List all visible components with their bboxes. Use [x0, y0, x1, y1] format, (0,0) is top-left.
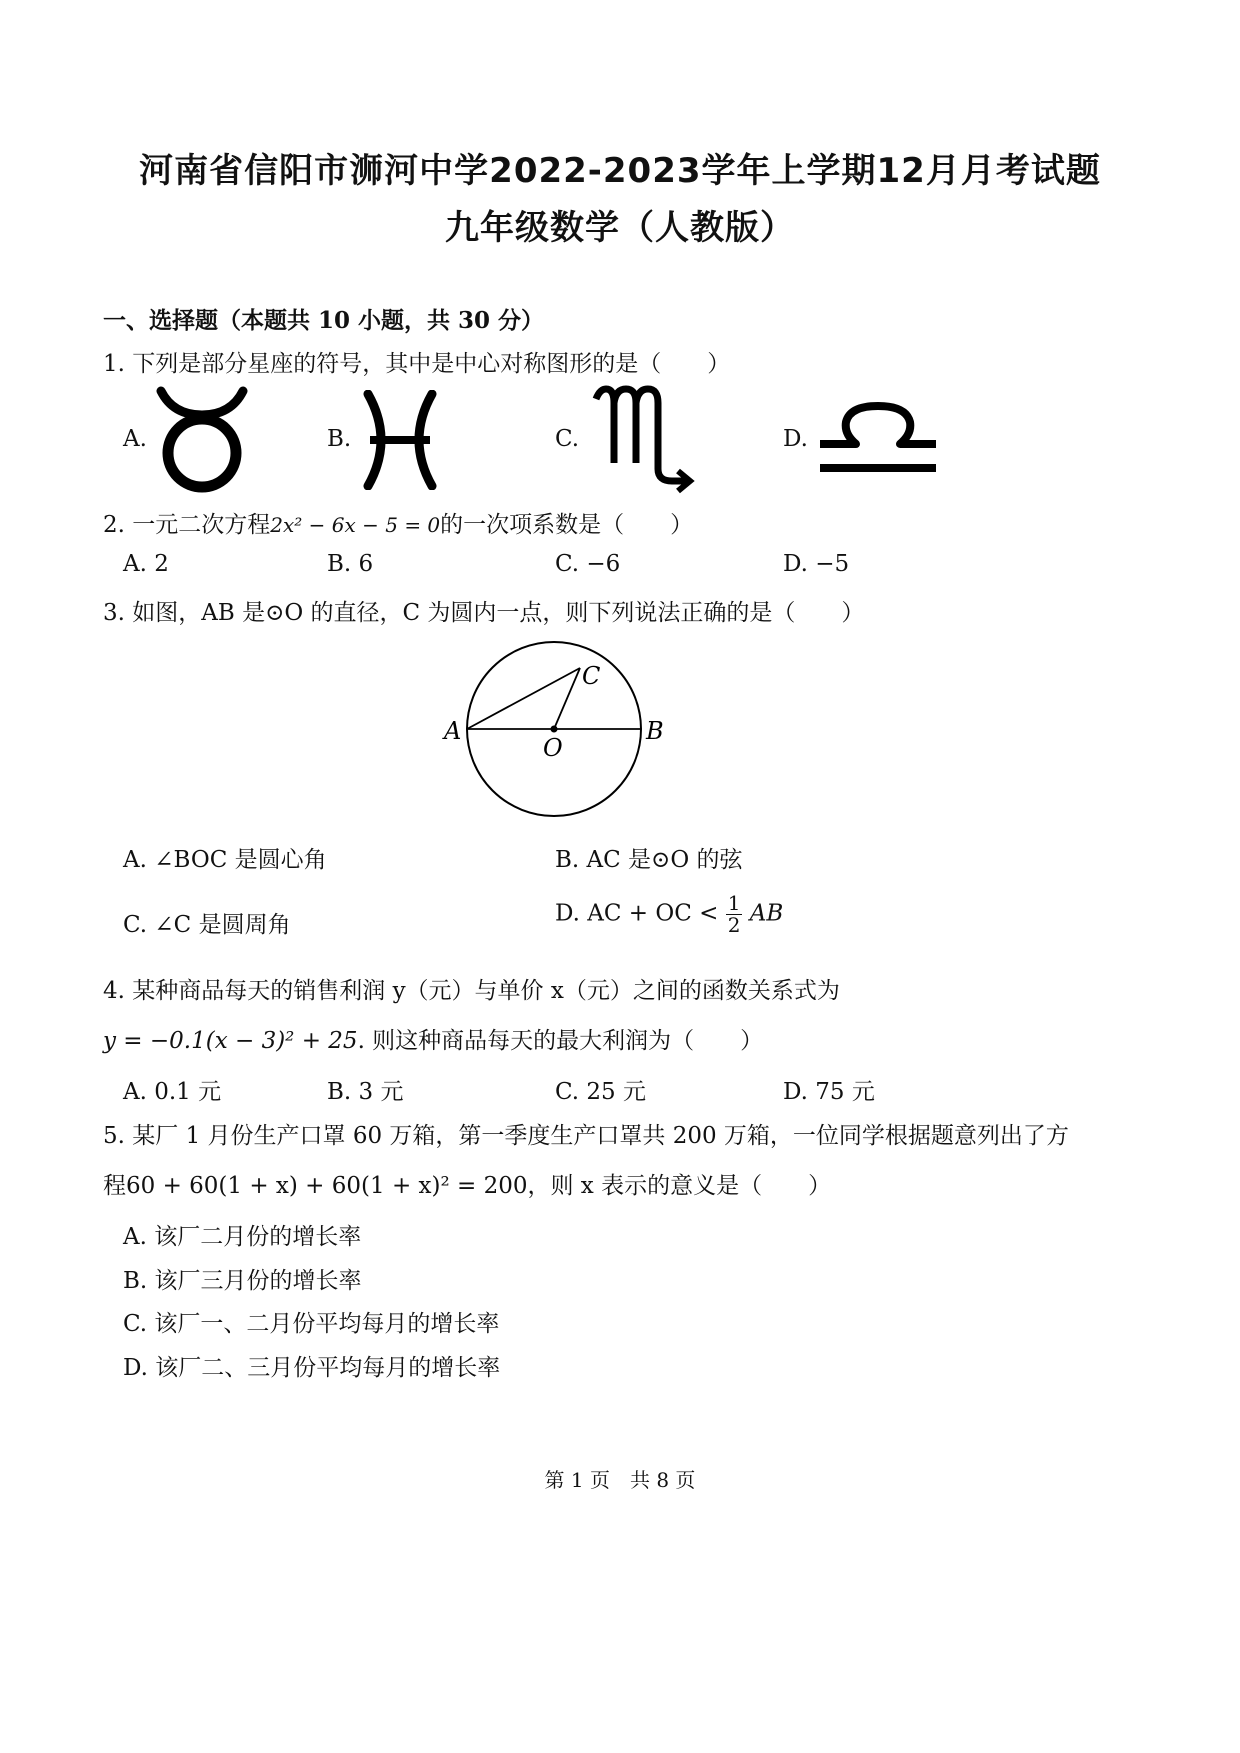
- q1-option-c-label: C.: [555, 426, 580, 452]
- q3-option-c: C. ∠C 是圆周角: [123, 912, 291, 938]
- section-heading: 一、选择题（本题共 10 小题，共 30 分）: [103, 307, 545, 334]
- libra-icon: [818, 400, 938, 480]
- q1-option-a-label: A.: [123, 426, 147, 452]
- fraction-one-half: $\frac{1}{2}$: [727, 891, 741, 937]
- question-2-stem: [103, 506, 693, 539]
- q2-stem-pre: 2. 一元二次方程: [103, 512, 271, 538]
- q2-option-c: C. −6: [555, 551, 621, 577]
- q4-stem-line2: . 则这种商品每天的最大利润为（ ）: [357, 1028, 764, 1054]
- page-number: 第 1 页 共 8 页: [544, 1468, 696, 1492]
- figure-label-b: B: [646, 717, 664, 745]
- q3-option-b: B. AC 是⊙O 的弦: [555, 847, 743, 873]
- question-1-stem: 1. 下列是部分星座的符号，其中是中心对称图形的是（ ）: [103, 351, 731, 377]
- taurus-icon: [155, 385, 250, 495]
- exam-subtitle: 九年级数学（人教版）: [445, 208, 795, 248]
- q1-option-b-label: B.: [327, 426, 352, 452]
- q5-option-a: A. 该厂二月份的增长率: [123, 1224, 362, 1250]
- circle-figure: [436, 632, 676, 822]
- q3-option-d-post: AB: [749, 900, 784, 927]
- scorpio-icon: [588, 385, 698, 495]
- figure-label-o: O: [543, 734, 563, 762]
- question-4-stem-line2: [103, 1022, 763, 1055]
- q2-equation: 2x² − 6x − 5 = 0: [270, 513, 441, 537]
- q5-formula: 60 + 60(1 + x) + 60(1 + x)² = 200: [126, 1173, 528, 1199]
- q5-option-b: B. 该厂三月份的增长率: [123, 1268, 362, 1294]
- q2-option-a: A. 2: [123, 551, 169, 577]
- q3-option-d-pre: D. AC + OC <: [555, 900, 719, 927]
- q4-option-b: B. 3 元: [327, 1079, 404, 1105]
- q2-stem-post: 的一次项系数是（ ）: [440, 512, 694, 538]
- q3-option-a: A. ∠BOC 是圆心角: [123, 847, 327, 873]
- q2-option-b: B. 6: [327, 551, 374, 577]
- exam-title: 河南省信阳市浉河中学2022-2023学年上学期12月月考试题: [139, 151, 1101, 191]
- question-3-stem: 3. 如图，AB 是⊙O 的直径，C 为圆内一点，则下列说法正确的是（ ）: [103, 600, 865, 626]
- question-5-stem-line1: 5. 某厂 1 月份生产口罩 60 万箱，第一季度生产口罩共 200 万箱，一位同学根据题意列出了方: [103, 1123, 1069, 1149]
- q5-option-c: C. 该厂一、二月份平均每月的增长率: [123, 1311, 500, 1337]
- q2-option-d: D. −5: [783, 551, 850, 577]
- figure-label-a: A: [444, 717, 462, 745]
- pisces-icon: [360, 390, 440, 490]
- q4-formula: y = −0.1(x − 3)² + 25: [103, 1028, 358, 1054]
- q4-option-c: C. 25 元: [555, 1079, 646, 1105]
- figure-label-c: C: [582, 662, 601, 690]
- question-4-stem-line1: 4. 某种商品每天的销售利润 y（元）与单价 x（元）之间的函数关系式为: [103, 978, 840, 1004]
- q5-stem-pre: 程: [103, 1173, 126, 1199]
- q1-option-d-label: D.: [783, 426, 808, 452]
- q4-option-d: D. 75 元: [783, 1079, 875, 1105]
- q3-option-d: [555, 893, 783, 936]
- question-5-stem-line2: [103, 1167, 831, 1200]
- q4-option-a: A. 0.1 元: [123, 1079, 222, 1105]
- q5-option-d: D. 该厂二、三月份平均每月的增长率: [123, 1355, 501, 1381]
- q5-stem-post: ，则 x 表示的意义是（ ）: [527, 1173, 832, 1199]
